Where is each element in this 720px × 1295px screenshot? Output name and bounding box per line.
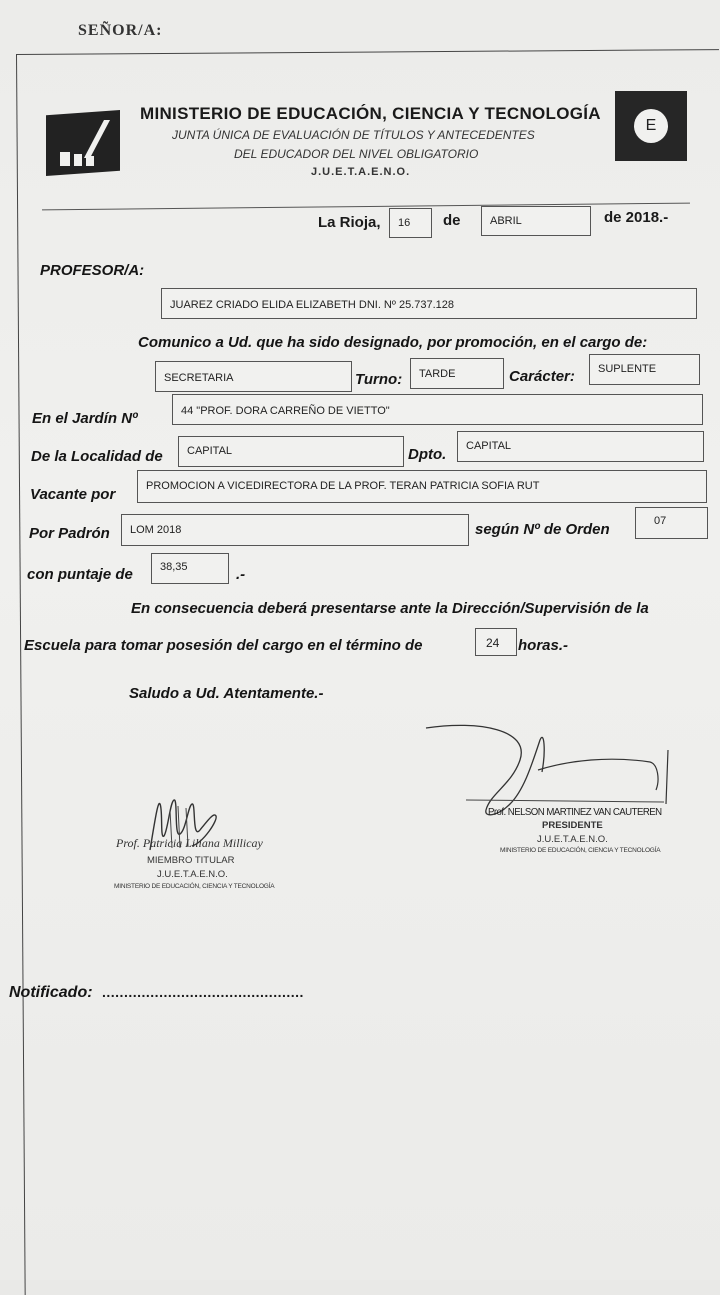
board-line-1: JUNTA ÚNICA DE EVALUACIÓN DE TÍTULOS Y ANTECEDENTES [172,128,535,142]
hours-field: 24 [475,628,517,656]
jardin-field: 44 "PROF. DORA CARREÑO DE VIETTO" [172,394,703,425]
signature-left-role: MIEMBRO TITULAR [147,855,235,866]
signature-right-org: J.U.E.T.A.E.N.O. [537,834,608,845]
puntaje-field: 38,35 [151,553,229,584]
level-badge-letter: E [634,109,668,143]
padron-label: Por Padrón [29,525,110,542]
hours-suffix: horas.- [518,637,569,654]
puntaje-label: con puntaje de [27,566,133,583]
padron-field: LOM 2018 [121,514,469,546]
orden-field: 07 [635,507,708,539]
localidad-field: CAPITAL [178,436,404,467]
consecuencia-line-1: En consecuencia deberá presentarse ante la Dirección/Supervisión de la [131,600,649,617]
salutation: SEÑOR/A: [78,22,163,39]
puntaje-suffix: .- [236,566,246,583]
signature-left-name: Prof. Patricia Liliana Millicay [116,836,263,850]
notificado-label: Notificado: [9,984,93,1001]
board-line-2: DEL EDUCADOR DEL NIVEL OBLIGATORIO [234,147,479,161]
dpto-label: Dpto. [408,446,447,463]
profesor-label: PROFESOR/A: [40,262,145,279]
notificado-line: .............................................. [102,984,304,1000]
date-de: de [443,212,461,229]
profesor-field: JUAREZ CRIADO ELIDA ELIZABETH DNI. Nº 25.737.128 [161,288,697,319]
jardin-label: En el Jardín Nº [32,410,138,427]
cargo-field: SECRETARIA [155,361,352,392]
orden-label: según Nº de Orden [475,521,610,538]
level-badge [615,91,687,161]
signature-right-ministry: MINISTERIO DE EDUCACIÓN, CIENCIA Y TECNOLOGÍA [500,847,661,854]
ministry-title: MINISTERIO DE EDUCACIÓN, CIENCIA Y TECNOLOGÍA [140,104,601,123]
dpto-field: CAPITAL [457,431,704,462]
signature-left-org: J.U.E.T.A.E.N.O. [157,869,228,880]
signature-right-role: PRESIDENTE [542,820,603,831]
date-year: de 2018.- [604,209,669,226]
consecuencia-line-2: Escuela para tomar posesión del cargo en el término de [24,637,423,654]
closing-text: Saludo a Ud. Atentamente.- [129,685,324,702]
vacante-label: Vacante por [30,486,116,503]
turno-label: Turno: [355,371,403,388]
signature-right-name: Prof. NELSON MARTINEZ VAN CAUTEREN [488,806,662,818]
localidad-label: De la Localidad de [31,448,163,465]
turno-field: TARDE [410,358,504,389]
date-month-field: ABRIL [481,206,591,236]
date-day-field: 16 [389,208,432,238]
caracter-label: Carácter: [509,368,575,385]
ministry-logo-icon [46,110,120,176]
date-place: La Rioja, [318,214,381,231]
caracter-field: SUPLENTE [589,354,700,385]
signature-left-ministry: MINISTERIO DE EDUCACIÓN, CIENCIA Y TECNOLOGÍA [114,883,275,890]
page-frame [16,49,720,1295]
board-acronym: J.U.E.T.A.E.N.O. [311,166,411,178]
vacante-field: PROMOCION A VICEDIRECTORA DE LA PROF. TERAN PATRICIA SOFIA RUT [137,470,707,503]
designation-text: Comunico a Ud. que ha sido designado, por promoción, en el cargo de: [138,334,648,351]
